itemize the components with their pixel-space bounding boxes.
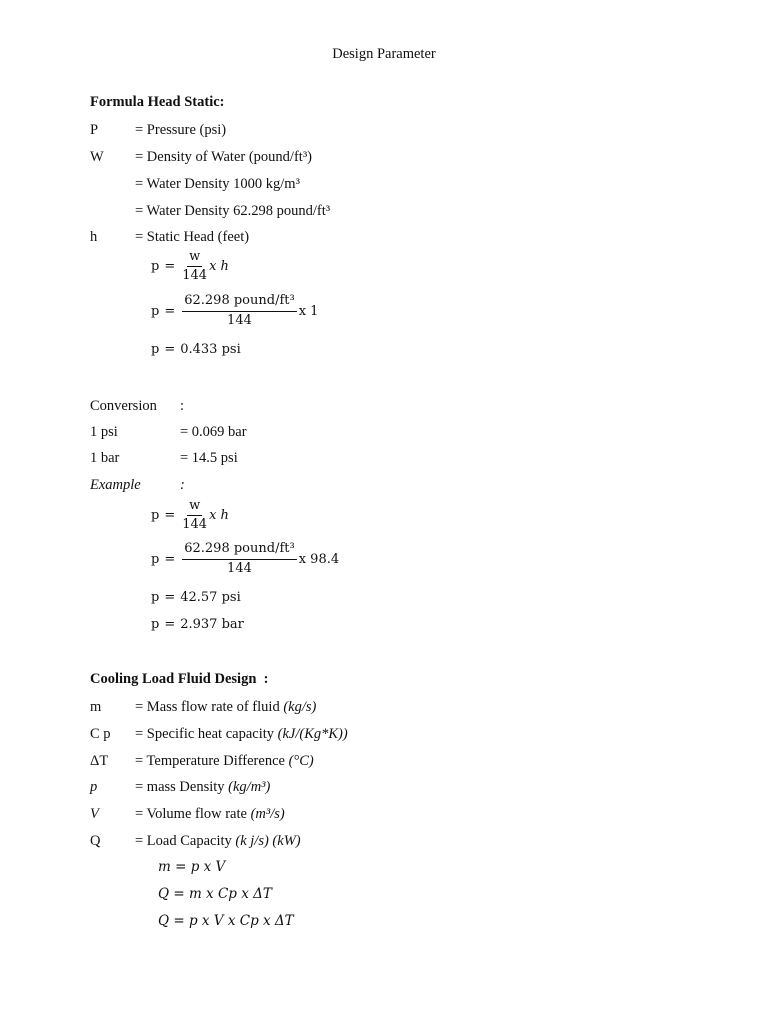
equation-lhs: p bbox=[151, 259, 160, 275]
equation-tail: x h bbox=[209, 259, 229, 275]
fraction bbox=[182, 542, 296, 577]
conversion-header-row bbox=[0, 398, 768, 416]
equation: p = $\frac{\text{62.298 pound/ft³}}{144}$ x 1 bbox=[151, 293, 319, 329]
equation: p = $\frac{\text{62.298 pound/ft³}}{144}$ x 98.4 bbox=[151, 541, 340, 577]
definition-symbol: Q bbox=[90, 833, 101, 849]
fraction-numerator: 62.298 pound/ft³ bbox=[182, 542, 296, 560]
definition-label: = Mass flow rate of fluid bbox=[135, 699, 284, 715]
definition-symbol: h bbox=[90, 229, 98, 245]
definition-row bbox=[0, 699, 768, 717]
definition-text bbox=[135, 833, 301, 850]
example-colon: : bbox=[180, 477, 185, 493]
conversion-unit: 1 bar bbox=[90, 450, 120, 466]
equation-lhs: p bbox=[151, 303, 160, 319]
fraction bbox=[182, 294, 296, 329]
definition-text bbox=[135, 806, 285, 823]
fraction bbox=[182, 250, 207, 284]
conversion-row bbox=[0, 450, 768, 468]
equation: p = $\frac{w}{144}$ x h bbox=[151, 249, 229, 284]
equation-rhs: 42.57 psi bbox=[180, 590, 241, 605]
fraction-denominator: 144 bbox=[182, 517, 208, 533]
definition-unit: (kg/s) bbox=[283, 699, 317, 715]
definition-unit: (kg/m³) bbox=[228, 779, 271, 795]
equation-rhs: 2.937 bar bbox=[180, 617, 244, 632]
definition-label: = Volume flow rate bbox=[135, 806, 251, 822]
definition-symbol: V bbox=[90, 806, 99, 822]
section-heading-cooling: Cooling Load Fluid Design : bbox=[90, 671, 269, 687]
definition-text: = Density of Water (pound/ft³) bbox=[135, 149, 312, 165]
definition-text: = Static Head (feet) bbox=[135, 229, 250, 245]
definition-text bbox=[135, 753, 314, 770]
equation-tail: x 98.4 bbox=[298, 551, 340, 567]
definition-text bbox=[135, 726, 348, 743]
definition-text bbox=[135, 699, 316, 716]
definition-symbol: P bbox=[90, 122, 99, 138]
fraction-numerator: w bbox=[187, 250, 202, 267]
page-title: Design Parameter bbox=[332, 46, 436, 62]
definition-label: = Load Capacity bbox=[135, 833, 236, 849]
formula-load-capacity-expanded: Q = p x V x Cp x ΔT bbox=[158, 913, 294, 929]
definition-label: = mass Density bbox=[135, 779, 229, 795]
definition-row bbox=[0, 229, 768, 247]
definition-row bbox=[0, 806, 768, 824]
definition-symbol: m bbox=[90, 699, 102, 715]
conversion-label: Conversion bbox=[90, 398, 157, 414]
definition-unit: (m³/s) bbox=[250, 806, 285, 822]
equation-lhs: p bbox=[151, 617, 160, 632]
equation-tail: x h bbox=[209, 508, 229, 524]
definition-unit: (°C) bbox=[288, 753, 314, 769]
conversion-row bbox=[0, 424, 768, 442]
formula-load-capacity: Q = m x Cp x ΔT bbox=[158, 886, 272, 902]
definition-text bbox=[135, 779, 270, 796]
conversion-value: = 0.069 bar bbox=[180, 424, 247, 440]
equation-lhs: p bbox=[151, 551, 160, 567]
definition-row bbox=[0, 726, 768, 744]
equation-lhs: p bbox=[151, 342, 160, 357]
definition-text: = Water Density 62.298 pound/ft³ bbox=[135, 203, 331, 219]
definition-text: = Pressure (psi) bbox=[135, 122, 227, 138]
conversion-value: = 14.5 psi bbox=[180, 450, 238, 466]
fraction-numerator: 62.298 pound/ft³ bbox=[182, 294, 296, 312]
equation-lhs: p bbox=[151, 590, 160, 605]
equation: p = 0.433 psi bbox=[151, 342, 241, 357]
equation: p = $\frac{w}{144}$ x h bbox=[151, 498, 229, 533]
definition-row bbox=[0, 122, 768, 140]
fraction-denominator: 144 bbox=[227, 561, 252, 577]
example-label: Example bbox=[90, 477, 141, 493]
definition-unit: (k j/s) (kW) bbox=[235, 833, 301, 849]
fraction bbox=[182, 499, 207, 533]
definition-row bbox=[0, 833, 768, 851]
definition-symbol: ΔT bbox=[90, 753, 109, 769]
equation-rhs: 0.433 psi bbox=[180, 342, 241, 357]
definition-row bbox=[0, 176, 768, 194]
equation-lhs: p bbox=[151, 508, 160, 524]
conversion-unit: 1 psi bbox=[90, 424, 118, 440]
definition-row bbox=[0, 203, 768, 221]
definition-row bbox=[0, 753, 768, 771]
definition-symbol: C p bbox=[90, 726, 111, 742]
equation: p = 42.57 psi bbox=[151, 590, 241, 605]
definition-label: = Specific heat capacity bbox=[135, 726, 278, 742]
definition-label: = Temperature Difference bbox=[135, 753, 289, 769]
example-header-row bbox=[0, 477, 768, 495]
fraction-numerator: w bbox=[187, 499, 202, 516]
fraction-denominator: 144 bbox=[227, 313, 252, 329]
definition-row bbox=[0, 149, 768, 167]
section-heading-static: Formula Head Static: bbox=[90, 94, 225, 110]
conversion-colon: : bbox=[180, 398, 185, 414]
definition-text: = Water Density 1000 kg/m³ bbox=[135, 176, 300, 192]
formula-mass-flow: m = p x V bbox=[158, 859, 226, 875]
fraction-denominator: 144 bbox=[182, 268, 208, 284]
definition-unit: (kJ/(Kg*K)) bbox=[277, 726, 348, 742]
equation-tail: x 1 bbox=[298, 303, 319, 319]
definition-row bbox=[0, 779, 768, 797]
definition-symbol: p bbox=[90, 779, 98, 795]
equation: p = 2.937 bar bbox=[151, 617, 244, 632]
definition-symbol: W bbox=[90, 149, 104, 165]
